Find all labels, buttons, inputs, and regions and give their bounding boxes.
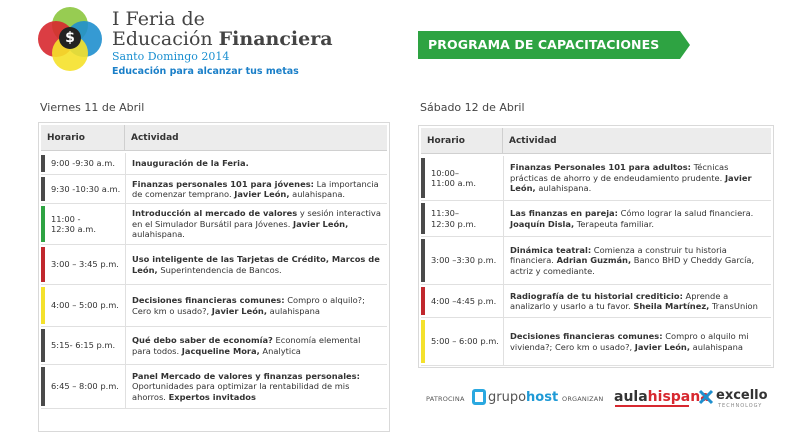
row-activity xyxy=(125,285,387,326)
saturday-rows xyxy=(419,156,773,366)
time-color-bar xyxy=(421,203,425,234)
row-activity xyxy=(125,245,387,284)
organizan-label: ORGANIZAN xyxy=(562,395,604,403)
activity-speaker: Jacqueline Mora, xyxy=(181,345,260,356)
activity-speaker: Sheila Martínez, xyxy=(633,301,710,311)
activity-speaker: Javier León, xyxy=(634,341,690,352)
row-activity xyxy=(503,237,771,284)
schedule-table-saturday xyxy=(418,125,774,368)
excello-logo: excello xyxy=(716,388,768,403)
title-word-financiera: Financiera xyxy=(218,28,333,50)
aulahispana-logo xyxy=(614,388,710,406)
row-activity xyxy=(125,327,387,364)
table-row xyxy=(41,327,387,365)
column-header-activity: Actividad xyxy=(131,133,179,143)
activity-affiliation: aulahispana. xyxy=(289,189,346,199)
activity-description: Oportunidades para optimizar la rentabilidad de mis ahorros. xyxy=(132,381,350,402)
table-row xyxy=(41,153,387,175)
time-color-bar xyxy=(421,320,425,363)
row-activity xyxy=(503,156,771,200)
activity-speaker: Javier León, xyxy=(211,305,267,316)
row-time: 6:45 – 8:00 p.m. xyxy=(51,381,119,392)
activity-description: Cómo lograr la salud financiera. xyxy=(617,208,754,218)
activity-description: Técnicas prácticas de ahorro y de endeudamiento prudente. xyxy=(510,162,729,183)
feria-logo xyxy=(38,7,102,71)
table-row xyxy=(421,237,771,285)
activity-title: Uso inteligente de las Tarjetas de Crédito, Marcos de León, xyxy=(132,254,380,275)
table-header xyxy=(41,125,387,151)
activity-affiliation: aulahispana. xyxy=(132,229,185,240)
row-time: 4:00 –4:45 p.m. xyxy=(431,295,497,306)
aulahispana-word-a: aula xyxy=(614,389,648,405)
activity-description: Aprende a analizarlo y usarlo a tu favor. xyxy=(510,290,729,311)
aulahispana-underline xyxy=(615,405,689,407)
table-row xyxy=(41,204,387,245)
row-time: 10:00– 11:00 a.m. xyxy=(431,167,476,188)
activity-affiliation: aulahispana xyxy=(689,341,743,352)
time-color-bar xyxy=(41,177,45,201)
time-color-bar xyxy=(41,329,45,362)
dollar-icon: $ xyxy=(59,27,81,49)
column-header-time: Horario xyxy=(41,125,125,150)
row-time: 5:15- 6:15 p.m. xyxy=(51,340,116,351)
activity-affiliation: Terapeuta familiar. xyxy=(574,218,655,229)
activity-text xyxy=(510,331,765,352)
activity-speaker: Javier León, xyxy=(234,189,290,199)
activity-text xyxy=(510,162,765,194)
title-word-educacion: Educación xyxy=(112,28,219,50)
table-row xyxy=(421,201,771,237)
activity-description: Compro o alquilo?; Cero km o usado?, xyxy=(132,295,365,316)
friday-rows xyxy=(39,153,389,409)
time-color-bar xyxy=(41,287,45,324)
grupohost-logo xyxy=(488,389,558,407)
activity-title: Introducción al mercado de valores xyxy=(132,208,298,219)
activity-speaker: Expertos invitados xyxy=(168,391,256,402)
row-time: 11:00 - 12:30 a.m. xyxy=(51,213,96,234)
activity-description: Economía elemental para todos. xyxy=(132,335,361,356)
activity-title: Decisiones financieras comunes: xyxy=(510,331,663,341)
row-time: 3:00 –3:30 p.m. xyxy=(431,255,497,266)
row-time: 4:00 – 5:00 p.m. xyxy=(51,300,119,311)
event-subtitle: Santo Domingo 2014 xyxy=(112,50,230,63)
row-time: 11:30– 12:30 p.m. xyxy=(431,208,477,229)
activity-speaker: Joaquín Disla, xyxy=(510,218,575,229)
time-color-bar xyxy=(41,367,45,406)
activity-title: Las finanzas en pareja: xyxy=(510,208,618,218)
table-row xyxy=(421,156,771,201)
time-color-bar xyxy=(41,155,45,172)
event-title-line2 xyxy=(112,28,333,50)
day-label-saturday: Sábado 12 de Abril xyxy=(420,101,525,114)
activity-title: Decisiones financieras comunes: xyxy=(132,295,285,305)
activity-text xyxy=(132,371,381,403)
activity-speaker: Javier León, xyxy=(293,218,349,229)
grupohost-word-b: host xyxy=(526,390,559,405)
column-header-activity: Actividad xyxy=(509,136,557,146)
table-row xyxy=(41,365,387,409)
activity-text xyxy=(510,291,765,312)
activity-title: Inauguración de la Feria. xyxy=(132,158,249,169)
table-row xyxy=(41,245,387,285)
row-time: 9:30 -10:30 a.m. xyxy=(51,183,121,194)
time-color-bar xyxy=(41,206,45,242)
activity-description: Compro o alquilo mi vivienda?; Cero km o usado?, xyxy=(510,331,749,352)
activity-text xyxy=(132,254,381,275)
time-color-bar xyxy=(421,287,425,315)
time-color-bar xyxy=(41,247,45,282)
event-tagline: Educación para alcanzar tus metas xyxy=(112,66,299,77)
activity-text xyxy=(510,245,765,277)
activity-title: Qué debo saber de economía? xyxy=(132,335,273,345)
row-time: 9:00 -9:30 a.m. xyxy=(51,158,115,169)
excello-icon xyxy=(698,389,714,405)
table-row xyxy=(421,318,771,366)
activity-affiliation: aulahispana xyxy=(266,305,320,316)
event-title-line1: I Feria de xyxy=(112,8,205,30)
activity-text xyxy=(510,208,765,229)
time-color-bar xyxy=(421,158,425,198)
activity-affiliation: Analytica xyxy=(259,345,301,356)
table-row xyxy=(41,285,387,327)
time-color-bar xyxy=(421,239,425,282)
activity-text xyxy=(132,158,249,169)
grupohost-word-a: grupo xyxy=(488,390,527,405)
row-time: 3:00 – 3:45 p.m. xyxy=(51,259,119,270)
activity-affiliation: Banco BHD y Cheddy García, actriz y comediante. xyxy=(510,255,755,276)
row-activity xyxy=(503,285,771,317)
activity-text xyxy=(132,208,381,240)
activity-description: La importancia de comenzar temprano. xyxy=(132,178,379,199)
excello-subtitle: TECHNOLOGY xyxy=(718,403,763,409)
day-label-friday: Viernes 11 de Abril xyxy=(40,101,145,114)
patrocina-label: PATROCINA xyxy=(426,395,465,403)
activity-title: Finanzas personales 101 para jóvenes: xyxy=(132,178,314,189)
table-header xyxy=(421,128,771,154)
column-header-time: Horario xyxy=(421,128,503,153)
sponsors-strip xyxy=(418,385,774,413)
table-row xyxy=(421,285,771,318)
activity-title: Panel Mercado de valores y finanzas personales: xyxy=(132,370,360,381)
row-activity xyxy=(125,153,255,174)
row-time: 5:00 – 6:00 p.m. xyxy=(431,336,499,347)
activity-affiliation: aulahispana. xyxy=(535,183,592,194)
row-activity xyxy=(503,318,771,365)
activity-title: Radiografía de tu historial crediticio: xyxy=(510,290,683,301)
table-row xyxy=(41,175,387,204)
activity-title: Dinámica teatral: xyxy=(510,244,592,255)
schedule-table-friday xyxy=(38,122,390,432)
activity-title: Finanzas Personales 101 para adultos: xyxy=(510,162,691,173)
row-activity xyxy=(125,365,387,408)
activity-speaker: Javier León, xyxy=(510,172,752,194)
activity-description: y sesión interactiva en el Simulador Bursátil para Jóvenes. xyxy=(132,208,381,229)
activity-speaker: Adrian Guzmán, xyxy=(556,255,632,266)
activity-description: Superintendencia de Bancos. xyxy=(157,264,282,275)
activity-text xyxy=(132,179,381,200)
row-activity xyxy=(125,175,387,203)
aulahispana-word-b: hispana xyxy=(647,389,710,405)
activity-affiliation: TransUnion xyxy=(709,301,758,311)
activity-description: Comienza a construir tu historia financiera. xyxy=(510,244,727,266)
activity-text xyxy=(132,335,381,356)
row-activity xyxy=(125,204,387,244)
grupohost-icon xyxy=(472,389,486,405)
program-banner: PROGRAMA DE CAPACITACIONES xyxy=(418,31,680,59)
activity-text xyxy=(132,295,381,316)
row-activity xyxy=(503,201,771,236)
